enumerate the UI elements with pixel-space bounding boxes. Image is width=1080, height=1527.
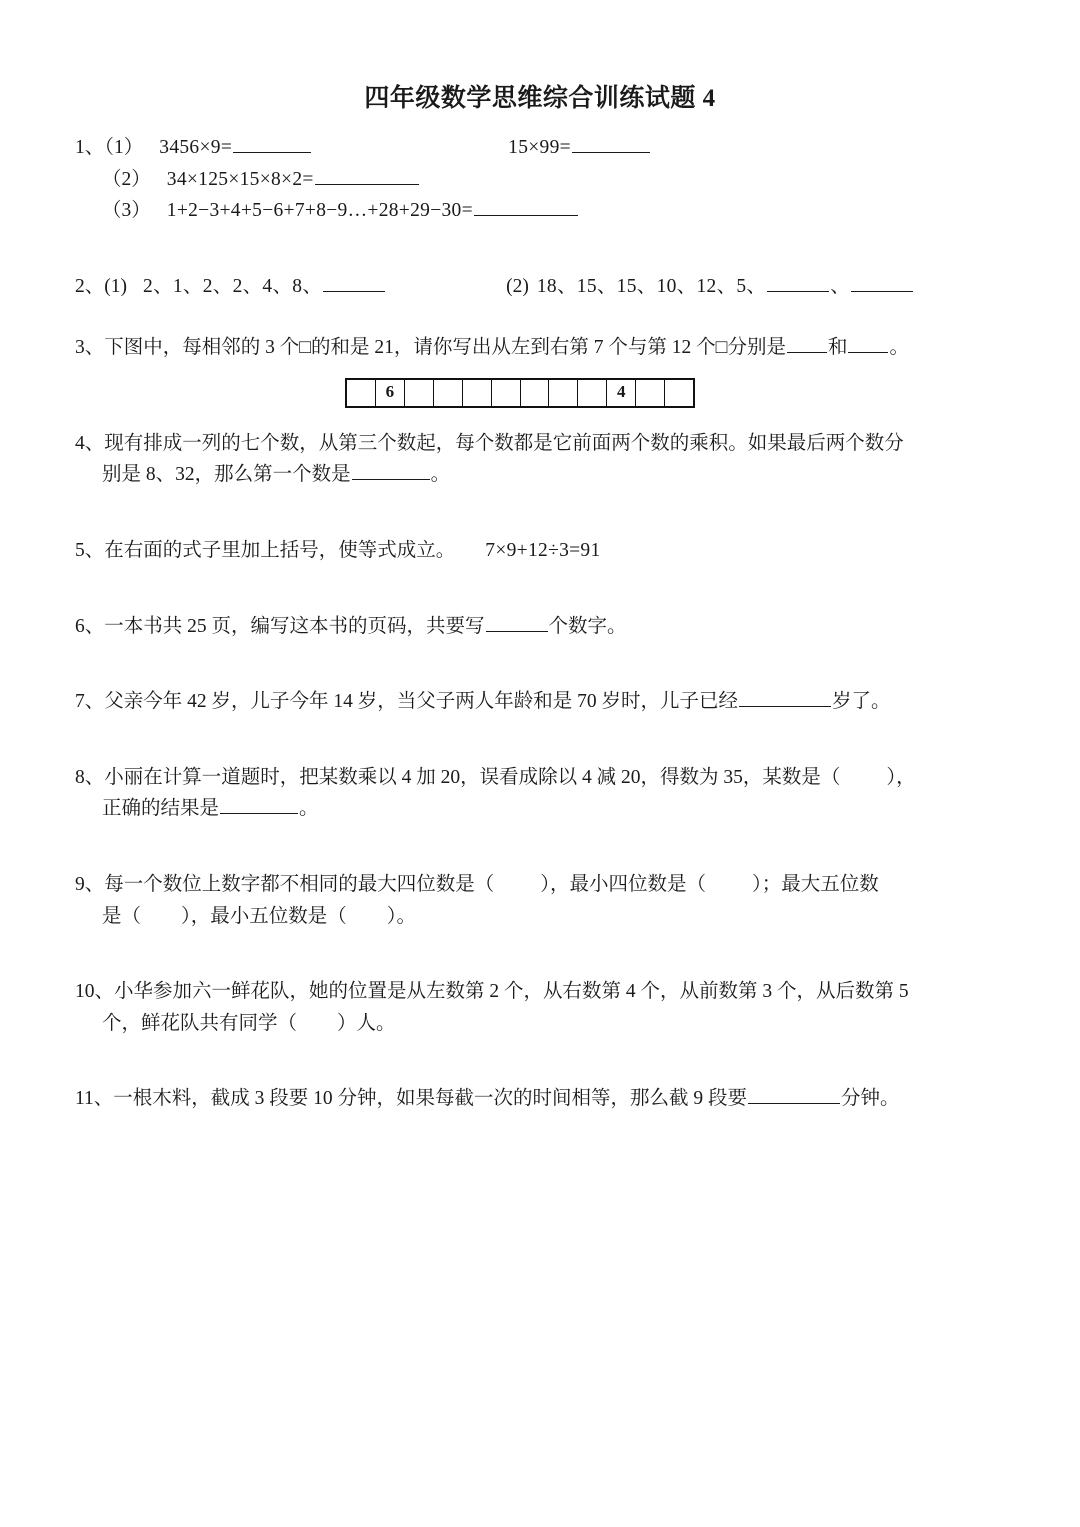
question-1-line-2 bbox=[75, 164, 1018, 196]
question-2-sub-a-sequence: 2、1、2、2、4、8、 bbox=[143, 275, 323, 297]
question-1-sub-2-expression: 34×125×15×8×2= bbox=[166, 168, 314, 190]
grid-cell[interactable] bbox=[665, 380, 693, 406]
question-11 bbox=[75, 1083, 1018, 1115]
question-1-number: 1、 bbox=[75, 137, 105, 158]
page-title: 四年级数学思维综合训练试题 4 bbox=[364, 85, 716, 112]
question-9 bbox=[75, 869, 1018, 932]
question-11-text-end: 分钟。 bbox=[841, 1088, 900, 1110]
question-3-number: 3、 bbox=[75, 337, 105, 359]
question-5-text: 在右面的式子里加上括号，使等式成立。 bbox=[104, 540, 456, 562]
question-1-sub-1-expression-right: 15×99= bbox=[508, 137, 571, 158]
answer-blank[interactable] bbox=[220, 795, 298, 815]
question-2-sub-a-label: (1) bbox=[104, 275, 128, 297]
question-7-text-end: 岁了。 bbox=[832, 691, 891, 713]
question-1-sub-1-expression: 3456×9= bbox=[159, 137, 233, 158]
question-10-line-1 bbox=[75, 976, 1018, 1008]
answer-blank[interactable] bbox=[486, 612, 548, 632]
question-6-text: 一本书共 25 页，编写这本书的页码，共要写 bbox=[104, 615, 485, 637]
grid-cell[interactable] bbox=[492, 380, 521, 406]
grid-cell[interactable]: 4 bbox=[607, 380, 636, 406]
question-6-line-1 bbox=[75, 611, 1018, 643]
grid-cell[interactable] bbox=[434, 380, 463, 406]
grid-cell[interactable] bbox=[549, 380, 578, 406]
question-8 bbox=[75, 762, 1018, 825]
question-9-text-continued-mid: ），最小五位数是（ bbox=[181, 905, 347, 927]
answer-blank[interactable] bbox=[233, 133, 311, 153]
question-1-line-1 bbox=[75, 132, 1018, 164]
question-3 bbox=[75, 332, 1018, 414]
question-3-grid-wrapper bbox=[75, 364, 1018, 414]
question-4 bbox=[75, 428, 1018, 491]
question-7-number: 7、 bbox=[75, 691, 105, 713]
question-8-number: 8、 bbox=[75, 766, 105, 788]
question-6 bbox=[75, 611, 1018, 643]
question-4-text: 现有排成一列的七个数，从第三个数起，每个数都是它前面两个数的乘积。如果最后两个数分 bbox=[104, 432, 904, 454]
question-2-number: 2、 bbox=[75, 275, 105, 297]
answer-blank[interactable] bbox=[572, 133, 650, 153]
question-2-sub-b-label: (2) bbox=[506, 275, 529, 297]
question-9-number: 9、 bbox=[75, 873, 105, 895]
question-5-number: 5、 bbox=[75, 540, 105, 562]
answer-blank[interactable] bbox=[848, 334, 888, 354]
question-3-text: 下图中，每相邻的 3 个□的和是 21，请你写出从左到右第 7 个与第 12 个□分别是 bbox=[104, 337, 786, 359]
question-6-number: 6、 bbox=[75, 615, 105, 637]
grid-cell[interactable] bbox=[347, 380, 376, 406]
question-6-text-end: 个数字。 bbox=[548, 615, 627, 637]
question-8-text-continued: 正确的结果是 bbox=[102, 798, 220, 820]
answer-blank[interactable] bbox=[851, 272, 913, 292]
question-1-sub-3-expression: 1+2−3+4+5−6+7+8−9…+28+29−30= bbox=[166, 200, 473, 222]
question-8-text: 小丽在计算一道题时，把某数乘以 4 加 20，误看成除以 4 减 20，得数为 35，某数是（ bbox=[104, 766, 841, 788]
question-1-sub-3-label: （3） bbox=[102, 200, 151, 222]
question-11-number: 11、 bbox=[75, 1088, 114, 1110]
grid-cell[interactable] bbox=[463, 380, 492, 406]
grid-cell[interactable]: 6 bbox=[376, 380, 405, 406]
question-9-text-end: ）；最大五位数 bbox=[752, 873, 879, 895]
question-2-line-1 bbox=[75, 271, 1018, 303]
question-10 bbox=[75, 976, 1018, 1039]
question-8-text-end: ）， bbox=[886, 766, 916, 788]
question-5 bbox=[75, 535, 1018, 567]
question-3-period: 。 bbox=[889, 337, 909, 359]
question-7-text: 父亲今年 42 岁，儿子今年 14 岁，当父子两人年龄和是 70 岁时，儿子已经 bbox=[104, 691, 739, 713]
answer-blank[interactable] bbox=[748, 1085, 840, 1105]
grid-cell[interactable] bbox=[578, 380, 607, 406]
question-4-period: 。 bbox=[430, 464, 451, 486]
question-5-line-1 bbox=[75, 535, 1018, 567]
questions-container bbox=[0, 114, 1080, 1115]
question-9-text-mid: ），最小四位数是（ bbox=[540, 873, 707, 895]
number-box-grid bbox=[345, 378, 695, 408]
question-11-text: 一根木料，截成 3 段要 10 分钟，如果每截一次的时间相等，那么截 9 段要 bbox=[113, 1088, 748, 1110]
question-10-text: 小华参加六一鲜花队，她的位置是从左数第 2 个，从右数第 4 个，从前数第 3 个，从后数第 5 bbox=[114, 981, 909, 1003]
question-5-equation: 7×9+12÷3=91 bbox=[485, 540, 601, 562]
answer-blank[interactable] bbox=[352, 461, 430, 481]
question-3-line-1 bbox=[75, 332, 1018, 364]
question-1-line-3 bbox=[75, 195, 1018, 227]
question-9-line-1 bbox=[75, 869, 1018, 901]
question-4-text-continued: 别是 8、32，那么第一个数是 bbox=[102, 464, 351, 486]
question-3-conjunction: 和 bbox=[827, 337, 848, 359]
question-9-text-continued: 是（ bbox=[102, 905, 142, 927]
question-10-text-end: ）人。 bbox=[337, 1012, 396, 1034]
answer-blank[interactable] bbox=[739, 688, 831, 708]
question-8-line-2 bbox=[75, 793, 1018, 825]
question-10-line-2 bbox=[75, 1008, 1018, 1040]
question-9-text-continued-end: ）。 bbox=[386, 905, 417, 927]
question-10-text-continued: 个，鲜花队共有同学（ bbox=[102, 1012, 298, 1034]
grid-cell[interactable] bbox=[636, 380, 665, 406]
question-2 bbox=[75, 271, 1018, 303]
question-2-separator: 、 bbox=[830, 275, 850, 297]
answer-blank[interactable] bbox=[474, 197, 578, 217]
question-2-sub-b-sequence: 18、15、15、10、12、5、 bbox=[536, 275, 767, 297]
question-4-line-1 bbox=[75, 428, 1018, 460]
answer-blank[interactable] bbox=[787, 334, 827, 354]
grid-cell[interactable] bbox=[405, 380, 434, 406]
question-4-line-2 bbox=[75, 459, 1018, 491]
question-8-period: 。 bbox=[299, 798, 319, 820]
answer-blank[interactable] bbox=[315, 165, 419, 185]
answer-blank[interactable] bbox=[767, 272, 829, 292]
question-4-number: 4、 bbox=[75, 432, 105, 454]
question-1 bbox=[75, 132, 1018, 227]
question-9-text: 每一个数位上数字都不相同的最大四位数是（ bbox=[104, 873, 495, 895]
answer-blank[interactable] bbox=[323, 272, 385, 292]
question-7 bbox=[75, 686, 1018, 718]
question-11-line-1 bbox=[75, 1083, 1018, 1115]
question-10-number: 10、 bbox=[75, 981, 115, 1003]
question-1-sub-2-label: （2） bbox=[102, 168, 151, 190]
question-1-sub-1-label: （1） bbox=[104, 137, 144, 158]
question-7-line-1 bbox=[75, 686, 1018, 718]
question-8-line-1 bbox=[75, 762, 1018, 794]
grid-cell[interactable] bbox=[521, 380, 550, 406]
question-9-line-2 bbox=[75, 901, 1018, 933]
